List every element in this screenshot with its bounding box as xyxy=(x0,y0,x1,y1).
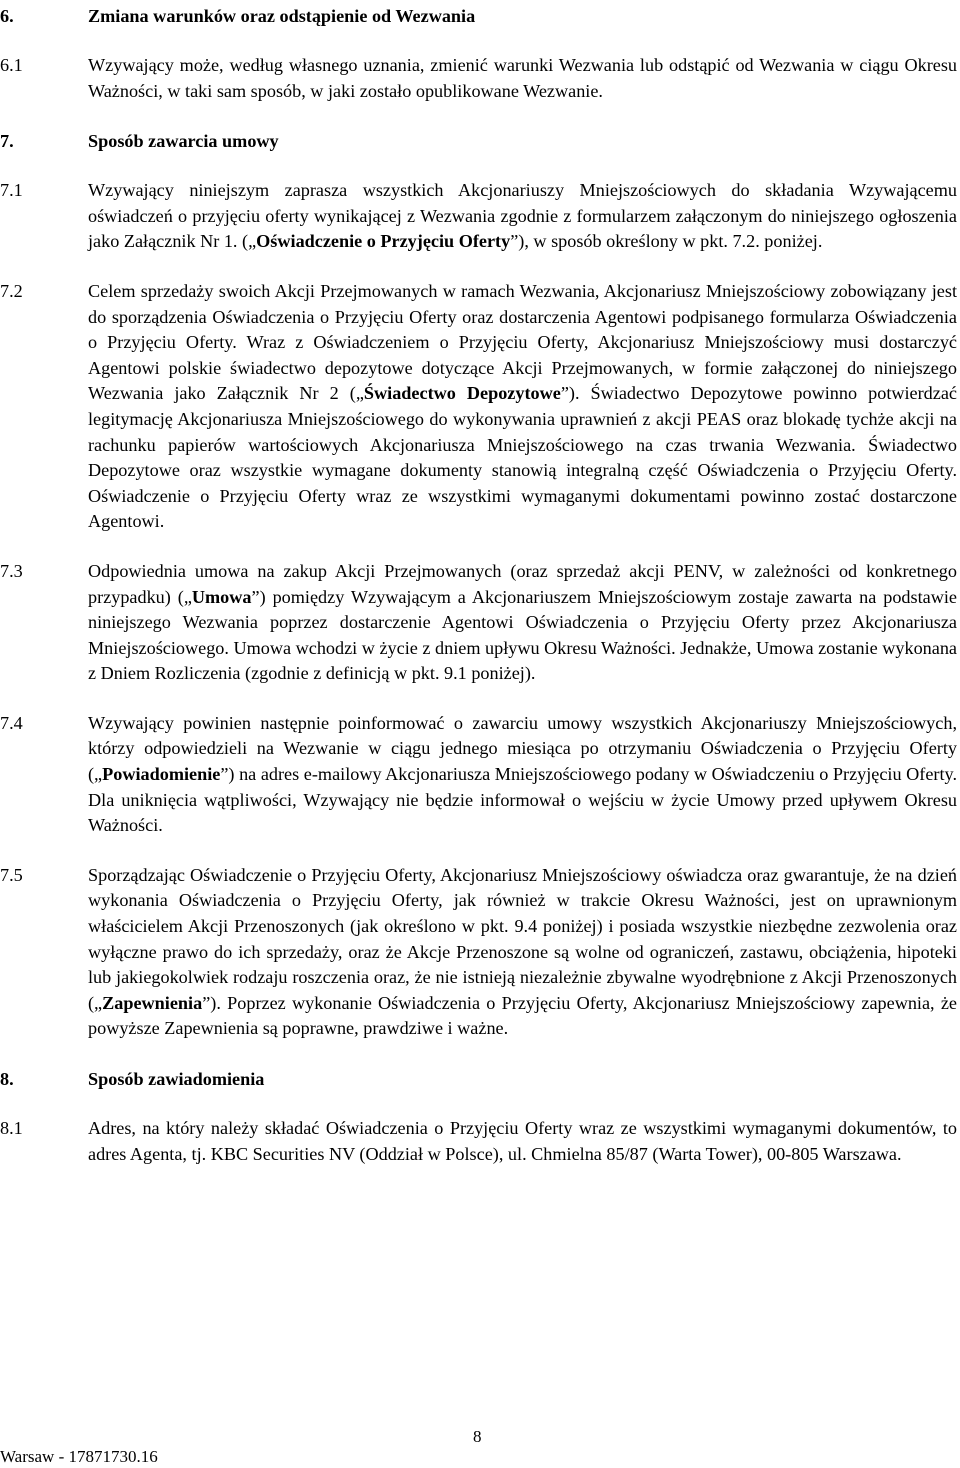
text-segment: Wzywający niniejszym zaprasza wszystkich Akcjonariuszy Mniejszościowych do składania Wzywającemu oświadczeń o przyjęciu oferty wynikającej z Wezwania zgodnie z formularzem załączonym do niniejszego ogłoszenia jako Załącznik Nr 1. („ xyxy=(88,180,957,252)
defined-term: Oświadczenie o Przyjęciu Oferty xyxy=(256,231,511,252)
paragraph-number: 7.3 xyxy=(0,560,23,581)
paragraph-number: 8.1 xyxy=(0,1118,23,1138)
paragraph-number: 7.4 xyxy=(0,712,23,733)
document-reference: Warsaw - 17871730.16 xyxy=(0,1447,158,1466)
text-segment: ”). Świadectwo Depozytowe powinno potwierdzać legitymację Akcjonariusza Mniejszościowego do wykonywania uprawnień z akcji PEAS oraz blokadę tychże akcji na rachunku papierów wartościowych Akcjonariusza Mniejszościowego na czas trwania Wezwania. Świadectwo Depozytowe oraz wszystkie wymagane dokumenty stanowią integralną część Oświadczenia o Przyjęciu Oferty. Oświadczenie o Przyjęciu Oferty wraz ze wszystkimi wymaganymi dokumentami powinno zostać dostarczone Agentowi. xyxy=(88,383,957,532)
paragraph-6-1 xyxy=(0,53,960,104)
section-number: 7. xyxy=(0,131,14,152)
paragraph-text: Wzywający może, według własnego uznania, zmienić warunki Wezwania lub odstąpić od Wezwania w ciągu Okresu Ważności, w taki sam sposób, w jaki zostało opublikowane Wezwanie. xyxy=(88,55,957,101)
paragraph-7-1 xyxy=(0,178,960,255)
paragraph-text: Adres, na który należy składać Oświadczenia o Przyjęciu Oferty wraz ze wszystkimi wymaganymi dokumentów, to adres Agenta, tj. KBC Securities NV (Oddział w Polsce), ul. Chmielna 85/87 (Warta Tower), 00-805 Warszawa. xyxy=(88,1118,957,1164)
paragraph-text xyxy=(88,863,957,1042)
paragraph-number: 7.1 xyxy=(0,180,23,201)
section-heading-6 xyxy=(0,3,960,29)
paragraph-text xyxy=(88,178,957,255)
section-title: Zmiana warunków oraz odstąpienie od Wezwania xyxy=(88,6,476,26)
paragraph-7-4 xyxy=(0,711,960,839)
paragraph-number: 7.5 xyxy=(0,864,23,885)
paragraph-number: 7.2 xyxy=(0,280,23,301)
section-number: 6. xyxy=(0,6,14,26)
text-segment: Wzywający powinien następnie poinformować o zawarciu umowy wszystkich Akcjonariuszy Mniejszościowych, którzy odpowiedzieli na Wezwanie w ciągu jednego miesiąca po otrzymaniu Oświadczenia o Przyjęciu Oferty („ xyxy=(88,712,957,785)
paragraph-7-3 xyxy=(0,559,960,687)
text-segment: ”) na adres e-mailowy Akcjonariusza Mniejszościowego podany w Oświadczeniu o Przyjęciu Oferty. Dla uniknięcia wątpliwości, Wzywający nie będzie informował o wejściu w życie Umowy przed upływem Okresu Ważności. xyxy=(88,764,957,836)
text-segment: Celem sprzedaży swoich Akcji Przejmowanych w ramach Wezwania, Akcjonariusz Mniejszościowy zobowiązany jest do sporządzenia Oświadczenia o Przyjęciu Oferty oraz dostarczenia Agentowi podpisanego formularza Oświadczenia o Przyjęciu Oferty. Wraz z Oświadczeniem o Przyjęciu Oferty, Akcjonariusz Mniejszościowy musi dostarczyć Agentowi polskie świadectwo depozytowe dotyczące Akcji Przejmowanych, w formie załączonej do niniejszego Wezwania jako Załącznik Nr 2 („ xyxy=(88,280,957,404)
text-segment: Sporządzając Oświadczenie o Przyjęciu Oferty, Akcjonariusz Mniejszościowy oświadcza oraz gwarantuje, że na dzień wykonania Oświadczenia o Przyjęciu Oferty, jak również w trakcie Okresu Ważności, jest on uprawnionym właścicielem Akcji Przenoszonych (jak określono w pkt. 9.4 poniżej) i posiada wszystkie niezbędne zezwolenia oraz wyłączne prawo do ich sprzedaży, oraz że Akcje Przenoszone są wolne od ograniczeń, zastawu, obciążenia, hipoteki lub jakiegokolwiek rodzaju roszczenia oraz, że nie istnieją niezależnie zbywalne wyodrębnione z Akcji Przenoszonych („ xyxy=(88,864,957,1013)
paragraph-number: 6.1 xyxy=(0,55,23,75)
section-title: Sposób zawarcia umowy xyxy=(88,131,279,152)
defined-term: Świadectwo Depozytowe xyxy=(363,383,561,404)
defined-term: Zapewnienia xyxy=(102,992,203,1013)
paragraph-8-1 xyxy=(0,1116,960,1167)
text-segment: Odpowiednia umowa na zakup Akcji Przejmowanych (oraz sprzedaż akcji PENV, w zależności od konkretnego przypadku) („ xyxy=(88,560,957,607)
section-heading-8 xyxy=(0,1066,960,1092)
paragraph-text xyxy=(88,559,957,687)
paragraph-text xyxy=(88,711,957,839)
page-number: 8 xyxy=(473,1427,482,1446)
defined-term: Umowa xyxy=(191,586,252,607)
paragraph-text xyxy=(88,279,957,535)
section-title: Sposób zawiadomienia xyxy=(88,1069,265,1089)
section-number: 8. xyxy=(0,1069,14,1089)
paragraph-7-5 xyxy=(0,863,960,1042)
text-segment: ”), w sposób określony w pkt. 7.2. poniżej. xyxy=(510,231,823,252)
defined-term: Powiadomienie xyxy=(102,764,221,785)
text-segment: ”) pomiędzy Wzywającym a Akcjonariuszem Mniejszościowym zostaje zawarta na podstawie niniejszego Wezwania poprzez dostarczenie Agentowi Oświadczenia o Przyjęciu Oferty przez Akcjonariusza Mniejszościowego. Umowa wchodzi w życie z dniem upływu Okresu Ważności. Jednakże, Umowa zostanie wykonana z Dniem Rozliczenia (zgodnie z definicją w pkt. 9.1 poniżej). xyxy=(88,586,957,684)
paragraph-7-2 xyxy=(0,279,960,535)
text-segment: ”). Poprzez wykonanie Oświadczenia o Przyjęciu Oferty, Akcjonariusz Mniejszościowy zapewnia, że powyższe Zapewnienia są poprawne, prawdziwe i ważne. xyxy=(88,992,957,1039)
section-heading-7 xyxy=(0,128,960,154)
